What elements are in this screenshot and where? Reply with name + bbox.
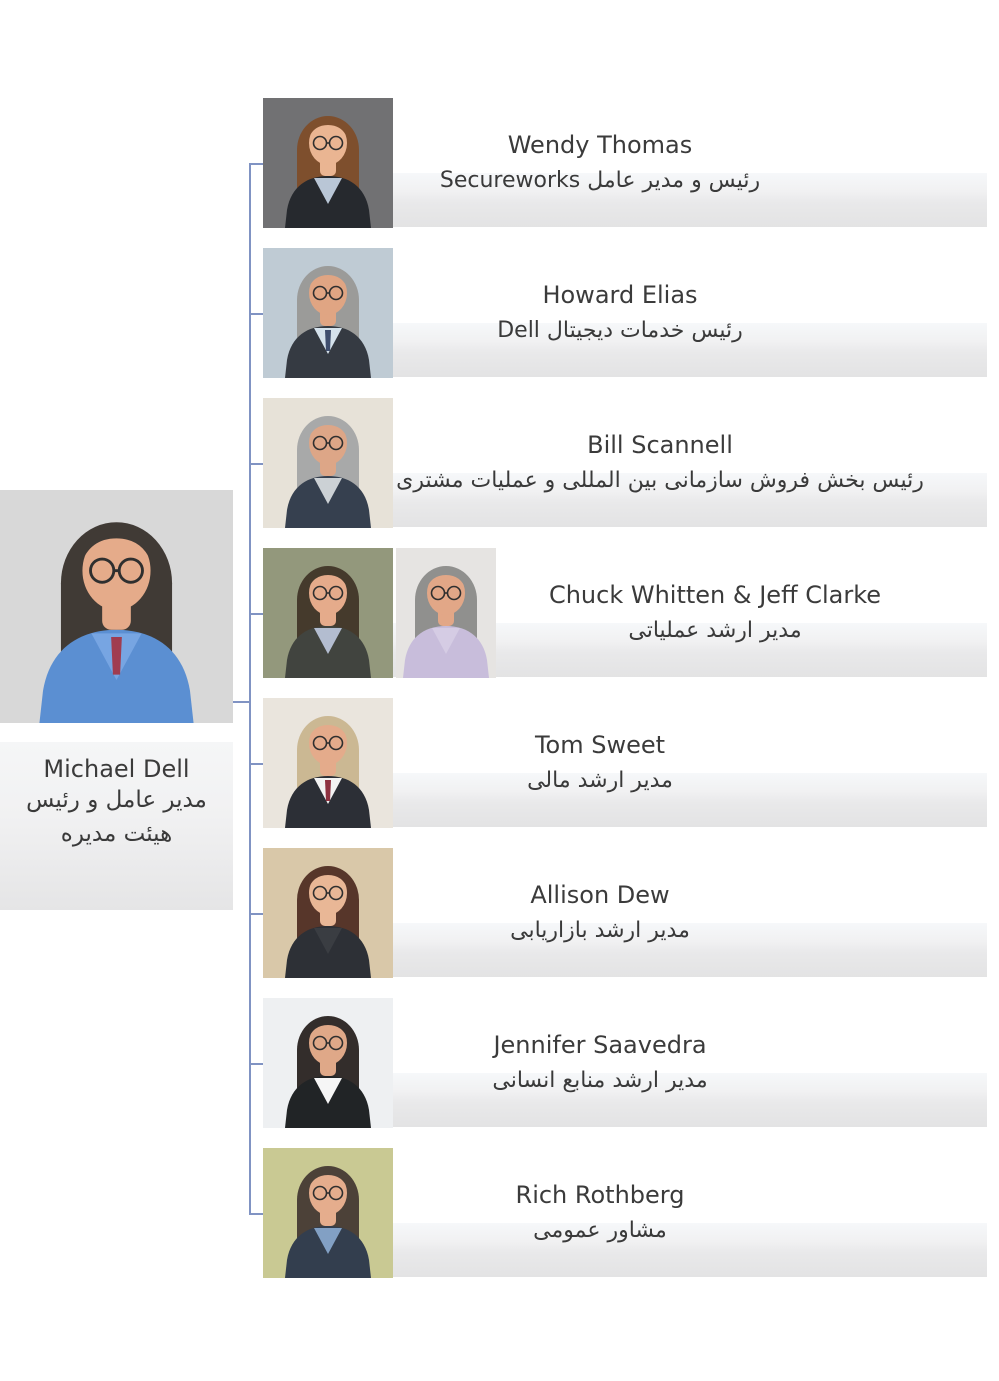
exec-row-rich-rothberg	[0, 1148, 999, 1280]
ceo-name: Michael Dell	[43, 755, 190, 783]
person-name: Jennifer Saavedra	[493, 1031, 707, 1059]
person-name: Chuck Whitten & Jeff Clarke	[548, 581, 882, 609]
person-title: مدیر ارشد بازاریابی	[510, 918, 690, 943]
exec-row-jennifer-saavedra	[0, 998, 999, 1130]
row-text	[320, 248, 920, 346]
person-name: Rich Rothberg	[515, 1181, 685, 1209]
row-text	[360, 398, 960, 496]
person-name: Tom Sweet	[534, 731, 666, 759]
row-text	[300, 998, 900, 1096]
person-title: مشاور عمومی	[533, 1218, 667, 1243]
person-title: رئیس بخش فروش سازمانی بین المللی و عملیات مشتری	[396, 468, 924, 493]
exec-row-wendy-thomas	[0, 98, 999, 230]
ceo-title-line-1: مدیر عامل و رئیس	[26, 787, 207, 813]
exec-row-howard-elias	[0, 248, 999, 380]
person-title: مدیر ارشد مالی	[527, 768, 673, 793]
exec-row-tom-sweet	[0, 698, 999, 830]
person-name: Allison Dew	[530, 881, 670, 909]
exec-row-bill-scannell	[0, 398, 999, 530]
row-text	[415, 548, 999, 646]
row-text	[300, 98, 900, 196]
person-title: مدیر ارشد عملیاتی	[628, 618, 802, 643]
person-title: رئیس خدمات دیجیتال Dell	[497, 318, 743, 343]
person-name: Wendy Thomas	[507, 131, 693, 159]
ceo-title-line-2: هیئت مدیره	[60, 821, 173, 847]
row-text	[300, 1148, 900, 1246]
person-title: مدیر ارشد منابع انسانی	[492, 1068, 708, 1093]
exec-row-allison-dew	[0, 848, 999, 980]
chuck-whitten-headshot-icon	[263, 548, 393, 678]
chuck-whitten-photo	[263, 548, 393, 678]
row-text	[300, 698, 900, 796]
exec-row-chuck-whitten-jeff-clarke	[0, 548, 999, 680]
person-title: رئیس و مدیر عامل Secureworks	[439, 168, 761, 193]
person-name: Bill Scannell	[587, 431, 733, 459]
row-text	[300, 848, 900, 946]
person-name: Howard Elias	[542, 281, 698, 309]
